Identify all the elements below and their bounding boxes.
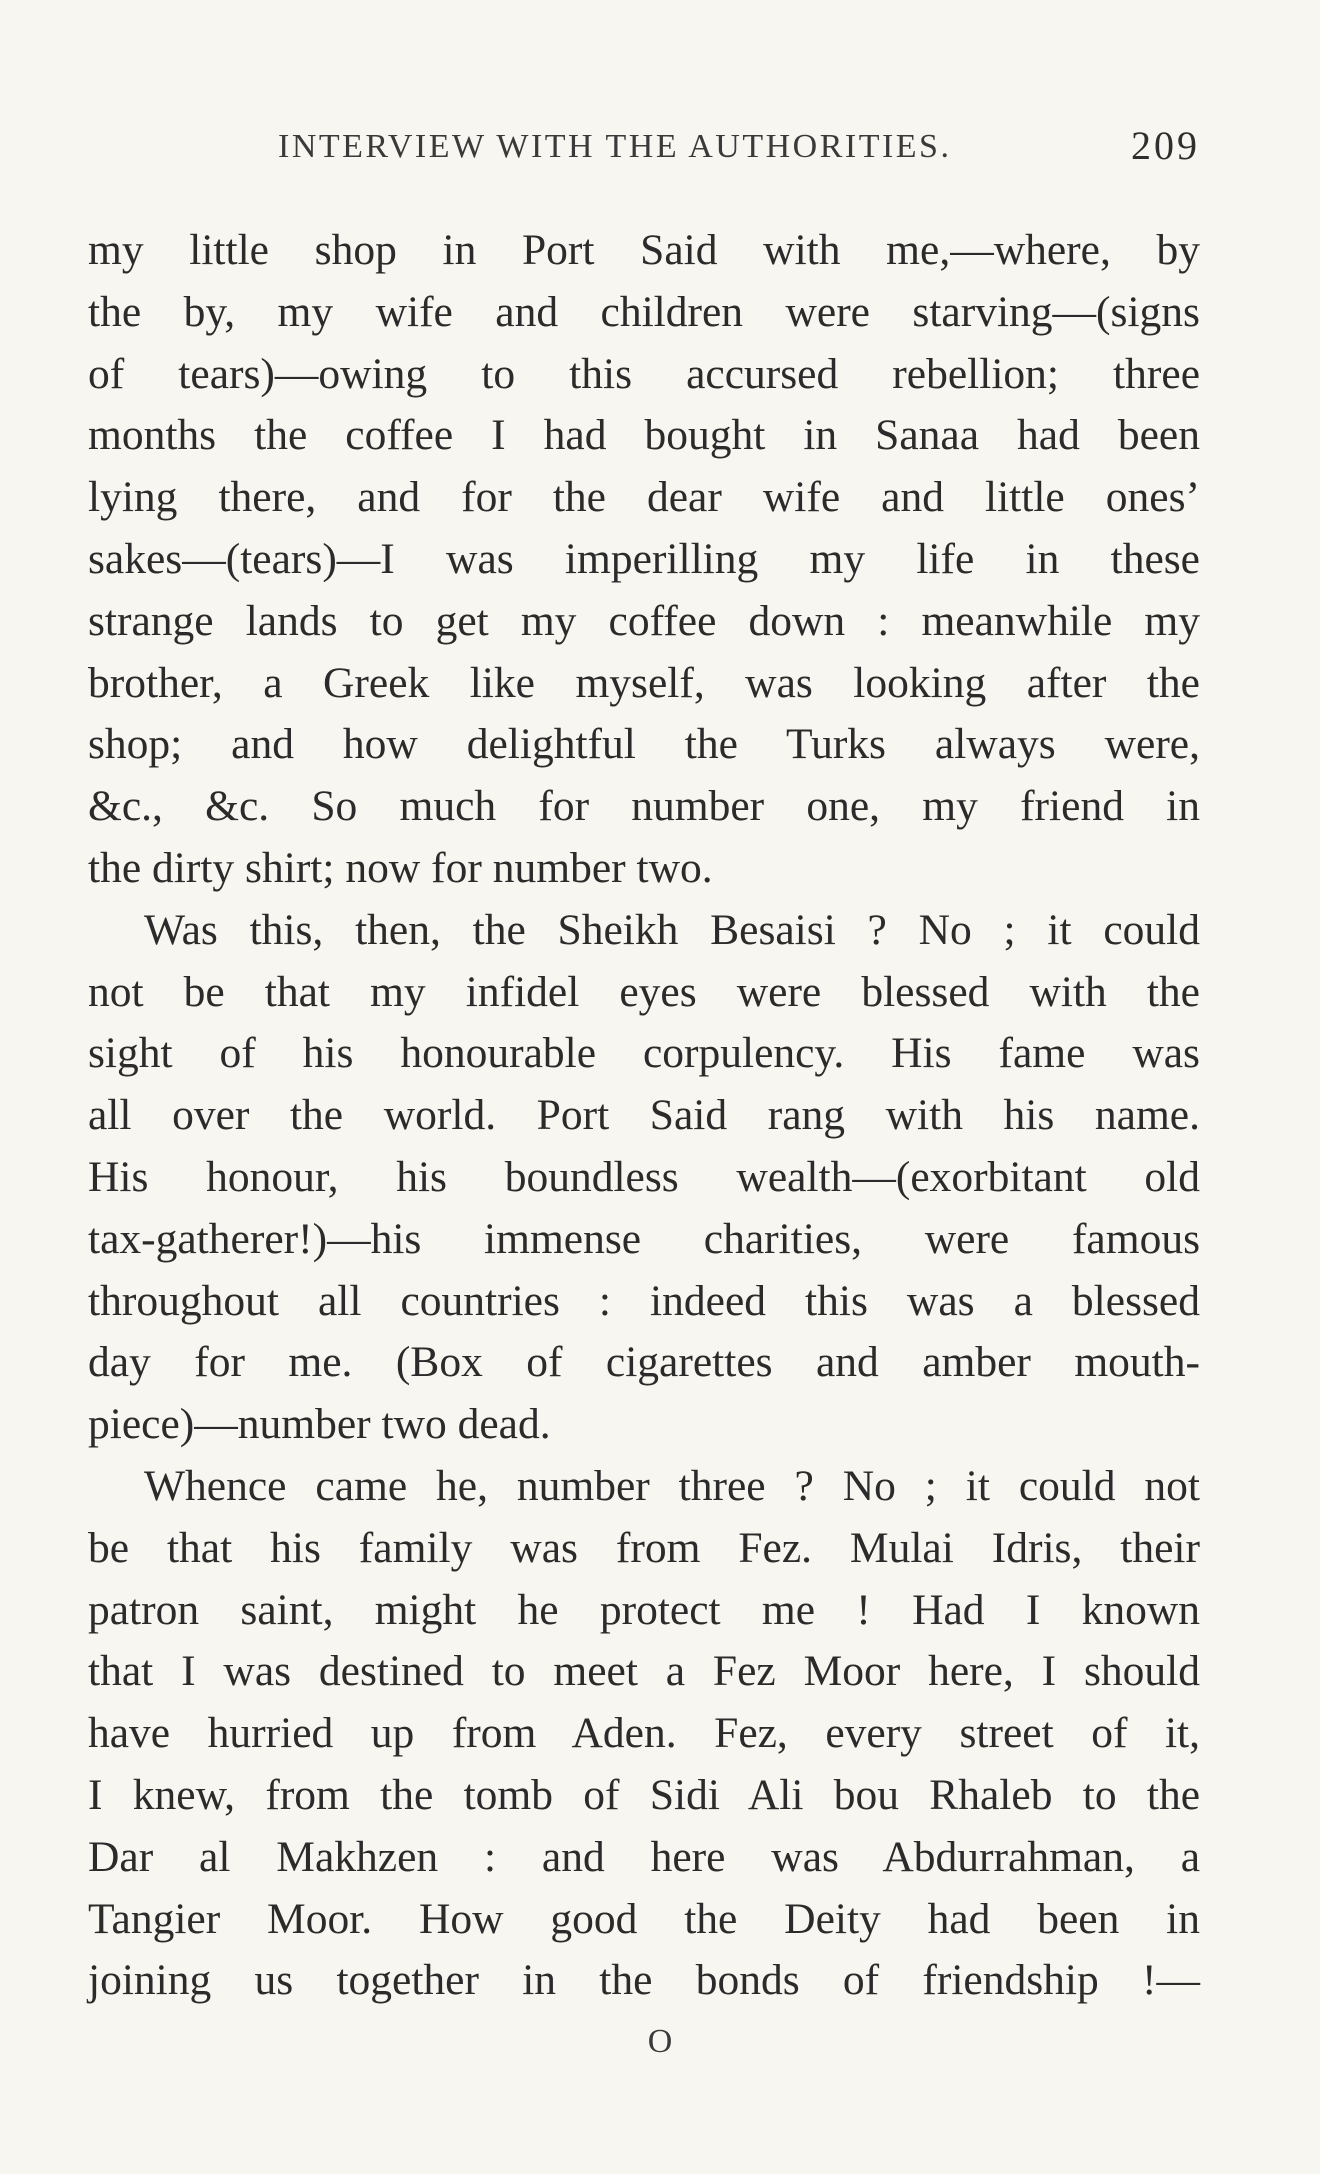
text-line: of tears)—owing to this accursed rebellion; three [88,349,1200,398]
text-line: patron saint, might he protect me ! Had I known [88,1585,1200,1634]
body-text [88,220,1200,2012]
signature-mark: O [647,2023,673,2060]
text-line: His honour, his boundless wealth—(exorbitant old [88,1152,1200,1201]
text-line: tax-gatherer!)—his immense charities, were famous [88,1214,1200,1263]
text-line: my little shop in Port Said with me,—where, by [88,226,1200,274]
text-line: throughout all countries : indeed this was a blessed [88,1276,1200,1325]
text-line: day for me. (Box of cigarettes and amber mouth- [88,1338,1200,1387]
text-line: Tangier Moor. How good the Deity had been in [88,1894,1200,1943]
text-line: the dirty shirt; now for number two. [88,843,713,892]
text-line: brother, a Greek like myself, was looking after the [88,658,1200,707]
text-line: all over the world. Port Said rang with his name. [88,1091,1200,1140]
text-line: shop; and how delightful the Turks always were, [88,720,1200,769]
text-line: months the coffee I had bought in Sanaa had been [88,411,1200,460]
text-line: sight of his honourable corpulency. His fame was [88,1029,1200,1078]
text-line: the by, my wife and children were starving—(signs [88,287,1200,336]
text-line: be that his family was from Fez. Mulai Idris, their [88,1523,1200,1572]
text-line: that I was destined to meet a Fez Moor here, I should [88,1647,1200,1696]
page-number: 209 [1131,123,1200,168]
text-line: Whence came he, number three ? No ; it could not [144,1461,1200,1510]
text-line: piece)—number two dead. [88,1400,551,1449]
text-line: strange lands to get my coffee down : meanwhile my [88,596,1200,645]
text-line: sakes—(tears)—I was imperilling my life in these [88,534,1200,583]
text-line: &c., &c. So much for number one, my friend in [88,782,1200,831]
text-line: Was this, then, the Sheikh Besaisi ? No ; it could [144,905,1200,954]
page-header [88,123,1200,172]
text-line: I knew, from the tomb of Sidi Ali bou Rhaleb to the [88,1770,1200,1819]
text-line: Dar al Makhzen : and here was Abdurrahman, a [88,1832,1200,1881]
text-line: lying there, and for the dear wife and little ones’ [88,473,1200,522]
running-title: INTERVIEW WITH THE AUTHORITIES. [278,128,952,165]
text-line: not be that my infidel eyes were blessed with the [88,967,1200,1016]
text-line: joining us together in the bonds of friendship !— [88,1956,1200,2005]
text-line: have hurried up from Aden. Fez, every street of it, [88,1709,1200,1758]
